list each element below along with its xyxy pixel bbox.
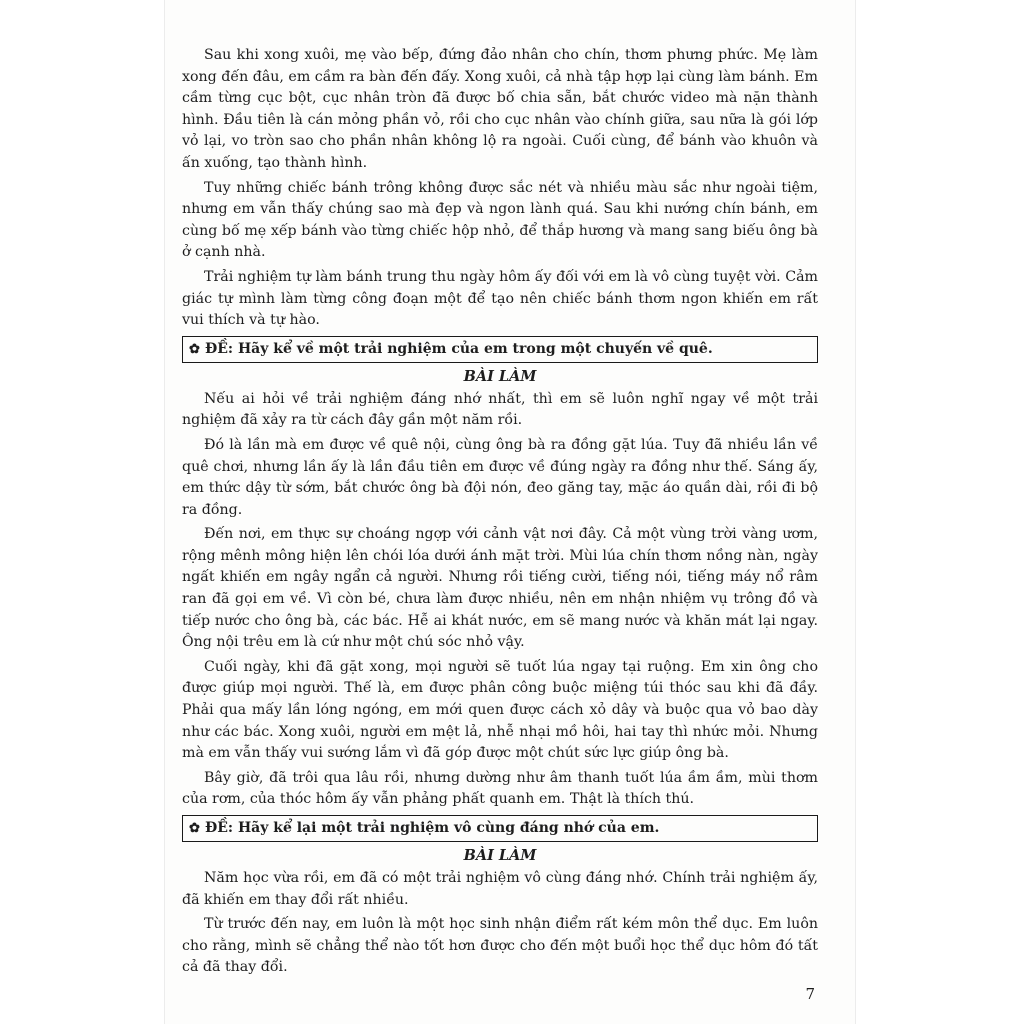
essay-prompt-2-text: ĐỀ: Hãy kể lại một trải nghiệm vô cùng đáng nhớ của em. bbox=[205, 820, 660, 836]
section-2-paragraph-1: Năm học vừa rồi, em đã có một trải nghiệm vô cùng đáng nhớ. Chính trải nghiệm ấy, đã khiến em thay đổi rất nhiều. bbox=[182, 870, 818, 908]
section-1-paragraph-3: Đến nơi, em thực sự choáng ngợp với cảnh vật nơi đây. Cả một vùng trời vàng ươm, rộng mênh mông hiện lên chói lóa dưới ánh mặt trời. Mùi lúa chín thơm nồng nàn, ngày ngất khiến em ngây ngẩn cả người. Nhưng rồi tiếng cười, tiếng nói, tiếng máy nổ râm ran đã gọi em về. Vì còn bé, chưa làm được nhiều, nên em nhận nhiệm vụ trông đồ và tiếp nước cho ông bà, các bác. Hễ ai khát nước, em sẽ mang nước và khăn mát lại ngay. Ông nội trêu em là cứ như một chú sóc nhỏ vậy. bbox=[182, 526, 818, 651]
section-1-paragraph-1: Nếu ai hỏi về trải nghiệm đáng nhớ nhất, thì em sẽ luôn nghĩ ngay về một trải nghiệm đã xảy ra từ cách đây gần một năm rồi. bbox=[182, 390, 818, 429]
section-2-paragraph-2: Từ trước đến nay, em luôn là một học sinh nhận điểm rất kém môn thể dục. Em luôn cho rằng, mình sẽ chẳng thể nào tốt hơn được cho đến một buổi học thể dục hôm đó tất cả đã thay đổi. bbox=[182, 916, 818, 976]
book-page bbox=[165, 0, 855, 1024]
essay-prompt-1 bbox=[182, 336, 818, 363]
section-1-title: BÀI LÀM bbox=[463, 367, 537, 385]
section-1-paragraph-4: Cuối ngày, khi đã gặt xong, mọi người sẽ tuốt lúa ngay tại ruộng. Em xin ông cho được giúp mọi người. Thế là, em được phân công buộc miệng túi thóc sau khi đã đầy. Phải qua mấy lần lóng ngóng, em mới quen được cách xỏ dây và buộc qua vỏ bao dày như các bác. Xong xuôi, người em mệt lả, nhễ nhại mồ hôi, hai tay thì nhức mỏi. Nhưng mà em vẫn thấy vui sướng lắm vì đã góp được một chút sức lực giúp ông bà. bbox=[182, 658, 818, 762]
intro-paragraph-3: Trải nghiệm tự làm bánh trung thu ngày hôm ấy đối với em là vô cùng tuyệt vời. Cảm giác tự mình làm từng công đoạn một để tạo nên chiếc bánh thơm ngon khiến em rất vui thích và tự hào. bbox=[182, 268, 818, 329]
essay-prompt-1-text: ĐỀ: Hãy kể về một trải nghiệm của em trong một chuyến về quê. bbox=[205, 340, 713, 357]
section-2-title: BÀI LÀM bbox=[463, 847, 537, 864]
essay-prompt-2 bbox=[182, 815, 818, 842]
page-content bbox=[182, 45, 818, 982]
intro-paragraph-1: Sau khi xong xuôi, mẹ vào bếp, đứng đảo nhân cho chín, thơm phưng phức. Mẹ làm xong đến đâu, em cầm ra bàn đến đấy. Xong xuôi, cả nhà tập hợp lại cùng làm bánh. Em cầm từng cục bột, cục nhân tròn đã được bố chia sẵn, bắt chước video mà nặn thành hình. Đầu tiên là cán mỏng phần vỏ, rồi cho cục nhân vào chính giữa, sau nữa là gói lớp vỏ lại, vo tròn sao cho phần nhân không lộ ra ngoài. Cuối cùng, để bánh vào khuôn và ấn xuống, tạo thành hình. bbox=[182, 47, 818, 171]
intro-paragraph-2: Tuy những chiếc bánh trông không được sắc nét và nhiều màu sắc như ngoài tiệm, nhưng em vẫn thấy chúng sao mà đẹp và ngon lành quá. Sau khi nướng chín bánh, em cùng bố mẹ xếp bánh vào từng chiếc hộp nhỏ, để thắp hương và mang sang biếu ông bà ở cạnh nhà. bbox=[182, 179, 818, 261]
section-1-paragraph-2: Đó là lần mà em được về quê nội, cùng ông bà ra đồng gặt lúa. Tuy đã nhiều lần về quê chơi, nhưng lần ấy là lần đầu tiên em được về đúng ngày ra đồng như thế. Sáng ấy, em thức dậy từ sớm, bắt chước ông bà đội nón, đeo găng tay, mặc áo quần dài, rồi đi bộ ra đồng. bbox=[182, 436, 818, 518]
flower-icon: ✿ bbox=[189, 821, 200, 836]
flower-icon: ✿ bbox=[189, 341, 200, 357]
section-1-paragraph-5: Bây giờ, đã trôi qua lâu rồi, nhưng dường như âm thanh tuốt lúa ầm ầm, mùi thơm của rơm, của thóc hôm ấy vẫn phảng phất quanh em. Thật là thích thú. bbox=[182, 769, 818, 808]
page-number: 7 bbox=[805, 985, 815, 1003]
